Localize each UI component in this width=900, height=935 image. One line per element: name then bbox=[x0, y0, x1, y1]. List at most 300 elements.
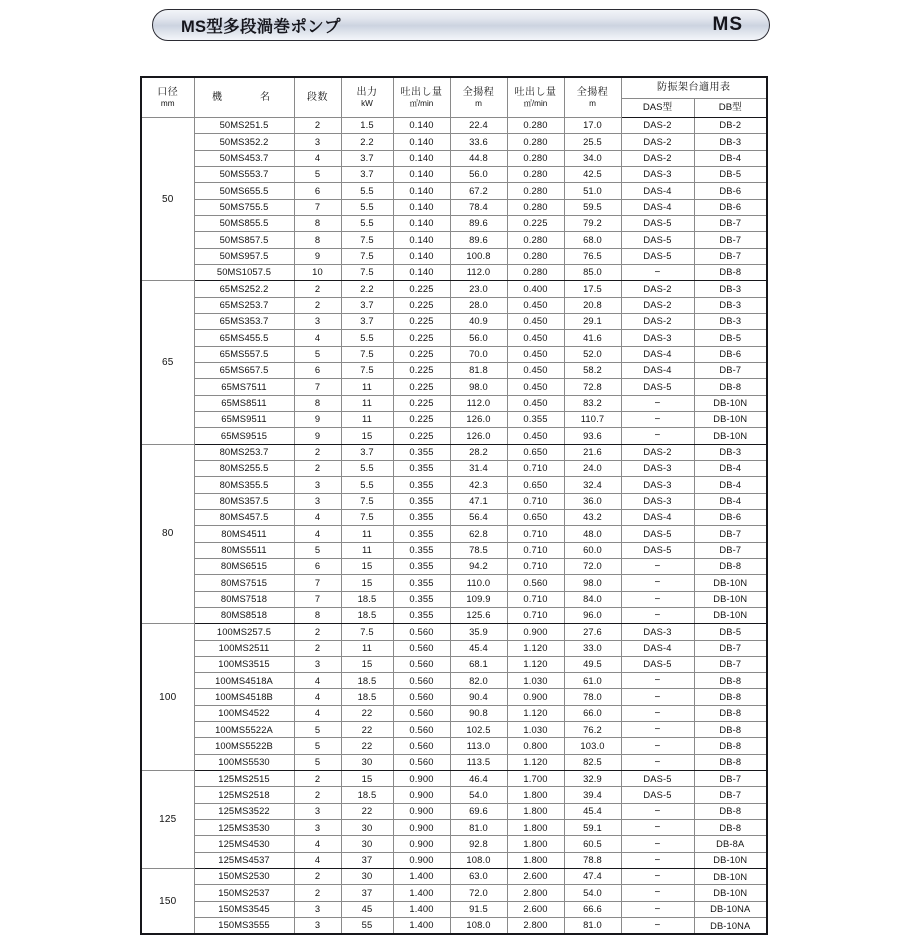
stages-cell: 3 bbox=[294, 820, 341, 836]
flow-rate-1-cell: 0.355 bbox=[393, 607, 450, 623]
stages-cell: 5 bbox=[294, 754, 341, 770]
das-mount-cell: DAS-5 bbox=[621, 787, 694, 803]
model-cell: 50MS352.2 bbox=[194, 134, 294, 150]
power-cell: 18.5 bbox=[341, 591, 393, 607]
das-mount-cell bbox=[621, 428, 694, 444]
db-mount-cell: DB-10N bbox=[694, 575, 767, 591]
flow-rate-2-cell: 0.280 bbox=[507, 118, 564, 134]
total-head-2-cell: 103.0 bbox=[564, 738, 621, 754]
model-cell: 65MS455.5 bbox=[194, 330, 294, 346]
db-mount-cell: DB-7 bbox=[694, 771, 767, 787]
not-applicable-dash: − bbox=[654, 267, 661, 279]
model-cell: 50MS453.7 bbox=[194, 150, 294, 166]
product-title-bar bbox=[152, 9, 770, 41]
total-head-1-cell: 33.6 bbox=[450, 134, 507, 150]
flow-rate-1-cell: 0.560 bbox=[393, 754, 450, 770]
flow-rate-1-cell: 0.140 bbox=[393, 183, 450, 199]
power-cell: 37 bbox=[341, 852, 393, 868]
total-head-1-cell: 45.4 bbox=[450, 640, 507, 656]
das-mount-cell: DAS-2 bbox=[621, 444, 694, 460]
table-row bbox=[141, 509, 767, 525]
header-power-label: 出力 bbox=[356, 87, 378, 99]
table-row bbox=[141, 656, 767, 672]
flow-rate-1-cell: 0.225 bbox=[393, 428, 450, 444]
db-mount-cell: DB-8 bbox=[694, 379, 767, 395]
das-mount-cell: DAS-5 bbox=[621, 232, 694, 248]
flow-rate-2-cell: 0.650 bbox=[507, 477, 564, 493]
power-cell: 5.5 bbox=[341, 199, 393, 215]
power-cell: 11 bbox=[341, 395, 393, 411]
total-head-2-cell: 60.0 bbox=[564, 542, 621, 558]
table-body bbox=[141, 118, 767, 935]
stages-cell: 6 bbox=[294, 558, 341, 574]
flow-rate-2-cell: 0.280 bbox=[507, 248, 564, 264]
db-mount-cell: DB-10N bbox=[694, 885, 767, 901]
flow-rate-1-cell: 0.355 bbox=[393, 558, 450, 574]
power-cell: 3.7 bbox=[341, 313, 393, 329]
flow-rate-1-cell: 0.900 bbox=[393, 771, 450, 787]
total-head-1-cell: 63.0 bbox=[450, 869, 507, 885]
flow-rate-2-cell: 0.355 bbox=[507, 411, 564, 427]
das-mount-cell: DAS-2 bbox=[621, 281, 694, 297]
das-mount-cell bbox=[621, 852, 694, 868]
total-head-1-cell: 72.0 bbox=[450, 885, 507, 901]
flow-rate-2-cell: 1.800 bbox=[507, 787, 564, 803]
total-head-2-cell: 25.5 bbox=[564, 134, 621, 150]
db-mount-cell: DB-7 bbox=[694, 232, 767, 248]
header-db: DB型 bbox=[694, 99, 767, 118]
total-head-1-cell: 62.8 bbox=[450, 526, 507, 542]
stages-cell: 3 bbox=[294, 493, 341, 509]
not-applicable-dash: − bbox=[654, 887, 661, 899]
total-head-1-cell: 98.0 bbox=[450, 379, 507, 395]
total-head-1-cell: 92.8 bbox=[450, 836, 507, 852]
stages-cell: 2 bbox=[294, 460, 341, 476]
flow-rate-2-cell: 1.800 bbox=[507, 803, 564, 819]
table-row bbox=[141, 771, 767, 787]
model-cell: 80MS7515 bbox=[194, 575, 294, 591]
total-head-1-cell: 91.5 bbox=[450, 901, 507, 917]
flow-rate-2-cell: 0.710 bbox=[507, 558, 564, 574]
stages-cell: 4 bbox=[294, 526, 341, 542]
model-cell: 100MS4522 bbox=[194, 705, 294, 721]
flow-rate-1-cell: 0.560 bbox=[393, 624, 450, 640]
table-row bbox=[141, 118, 767, 134]
total-head-2-cell: 39.4 bbox=[564, 787, 621, 803]
das-mount-cell: DAS-2 bbox=[621, 150, 694, 166]
das-mount-cell: DAS-5 bbox=[621, 542, 694, 558]
stages-cell: 3 bbox=[294, 656, 341, 672]
total-head-2-cell: 32.4 bbox=[564, 477, 621, 493]
stages-cell: 4 bbox=[294, 330, 341, 346]
not-applicable-dash: − bbox=[654, 756, 661, 768]
das-mount-cell bbox=[621, 918, 694, 935]
model-cell: 80MS5511 bbox=[194, 542, 294, 558]
header-head-2-unit: m bbox=[589, 98, 596, 108]
power-cell: 7.5 bbox=[341, 493, 393, 509]
total-head-2-cell: 54.0 bbox=[564, 885, 621, 901]
db-mount-cell: DB-4 bbox=[694, 460, 767, 476]
model-cell: 125MS4530 bbox=[194, 836, 294, 852]
flow-rate-1-cell: 0.355 bbox=[393, 477, 450, 493]
stages-cell: 7 bbox=[294, 591, 341, 607]
total-head-1-cell: 112.0 bbox=[450, 395, 507, 411]
table-row bbox=[141, 183, 767, 199]
total-head-2-cell: 43.2 bbox=[564, 509, 621, 525]
power-cell: 45 bbox=[341, 901, 393, 917]
total-head-2-cell: 83.2 bbox=[564, 395, 621, 411]
db-mount-cell: DB-3 bbox=[694, 313, 767, 329]
stages-cell: 2 bbox=[294, 281, 341, 297]
flow-rate-1-cell: 0.355 bbox=[393, 493, 450, 509]
total-head-2-cell: 61.0 bbox=[564, 673, 621, 689]
db-mount-cell: DB-8 bbox=[694, 754, 767, 770]
total-head-2-cell: 34.0 bbox=[564, 150, 621, 166]
model-cell: 125MS4537 bbox=[194, 852, 294, 868]
stages-cell: 8 bbox=[294, 232, 341, 248]
header-head-1-label: 全揚程 bbox=[462, 87, 495, 99]
stages-cell: 2 bbox=[294, 640, 341, 656]
power-cell: 11 bbox=[341, 379, 393, 395]
bore-size-cell: 100 bbox=[141, 624, 194, 771]
total-head-2-cell: 17.0 bbox=[564, 118, 621, 134]
db-mount-cell: DB-10NA bbox=[694, 918, 767, 935]
total-head-1-cell: 31.4 bbox=[450, 460, 507, 476]
db-mount-cell: DB-4 bbox=[694, 150, 767, 166]
das-mount-cell bbox=[621, 607, 694, 623]
header-flow-2-unit: ㎥/min bbox=[523, 98, 548, 108]
das-mount-cell: DAS-4 bbox=[621, 183, 694, 199]
stages-cell: 3 bbox=[294, 313, 341, 329]
model-cell: 50MS957.5 bbox=[194, 248, 294, 264]
flow-rate-2-cell: 0.450 bbox=[507, 428, 564, 444]
model-cell: 150MS2530 bbox=[194, 869, 294, 885]
power-cell: 18.5 bbox=[341, 787, 393, 803]
table-row bbox=[141, 901, 767, 917]
stages-cell: 5 bbox=[294, 166, 341, 182]
total-head-1-cell: 67.2 bbox=[450, 183, 507, 199]
stages-cell: 8 bbox=[294, 215, 341, 231]
table-row bbox=[141, 869, 767, 885]
flow-rate-2-cell: 0.900 bbox=[507, 624, 564, 640]
table-row bbox=[141, 330, 767, 346]
total-head-1-cell: 109.9 bbox=[450, 591, 507, 607]
das-mount-cell: DAS-3 bbox=[621, 166, 694, 182]
flow-rate-2-cell: 0.710 bbox=[507, 460, 564, 476]
header-flow-1-unit: ㎥/min bbox=[409, 98, 434, 108]
das-mount-cell: DAS-4 bbox=[621, 346, 694, 362]
model-cell: 65MS9515 bbox=[194, 428, 294, 444]
power-cell: 30 bbox=[341, 754, 393, 770]
flow-rate-2-cell: 0.225 bbox=[507, 215, 564, 231]
stages-cell: 10 bbox=[294, 264, 341, 280]
power-cell: 15 bbox=[341, 428, 393, 444]
flow-rate-1-cell: 0.560 bbox=[393, 656, 450, 672]
power-cell: 7.5 bbox=[341, 248, 393, 264]
table-row bbox=[141, 215, 767, 231]
not-applicable-dash: − bbox=[654, 707, 661, 719]
das-mount-cell: DAS-4 bbox=[621, 640, 694, 656]
total-head-1-cell: 112.0 bbox=[450, 264, 507, 280]
flow-rate-2-cell: 1.120 bbox=[507, 754, 564, 770]
table-row bbox=[141, 836, 767, 852]
model-cell: 150MS2537 bbox=[194, 885, 294, 901]
total-head-2-cell: 93.6 bbox=[564, 428, 621, 444]
total-head-1-cell: 56.4 bbox=[450, 509, 507, 525]
power-cell: 2.2 bbox=[341, 281, 393, 297]
total-head-2-cell: 78.8 bbox=[564, 852, 621, 868]
flow-rate-1-cell: 1.400 bbox=[393, 901, 450, 917]
model-cell: 80MS253.7 bbox=[194, 444, 294, 460]
total-head-2-cell: 59.5 bbox=[564, 199, 621, 215]
header-bore bbox=[141, 77, 194, 118]
power-cell: 15 bbox=[341, 771, 393, 787]
flow-rate-2-cell: 1.700 bbox=[507, 771, 564, 787]
bore-size-cell: 50 bbox=[141, 118, 194, 281]
total-head-1-cell: 42.3 bbox=[450, 477, 507, 493]
header-head-1-unit: m bbox=[475, 98, 482, 108]
table-row bbox=[141, 248, 767, 264]
header-head-1 bbox=[450, 77, 507, 118]
total-head-1-cell: 90.8 bbox=[450, 705, 507, 721]
model-cell: 65MS7511 bbox=[194, 379, 294, 395]
flow-rate-1-cell: 0.140 bbox=[393, 199, 450, 215]
flow-rate-2-cell: 0.450 bbox=[507, 346, 564, 362]
db-mount-cell: DB-5 bbox=[694, 330, 767, 346]
total-head-1-cell: 78.5 bbox=[450, 542, 507, 558]
model-cell: 100MS5522B bbox=[194, 738, 294, 754]
stages-cell: 3 bbox=[294, 901, 341, 917]
flow-rate-2-cell: 0.710 bbox=[507, 542, 564, 558]
table-row bbox=[141, 444, 767, 460]
not-applicable-dash: − bbox=[654, 691, 661, 703]
total-head-2-cell: 110.7 bbox=[564, 411, 621, 427]
das-mount-cell bbox=[621, 754, 694, 770]
flow-rate-1-cell: 0.225 bbox=[393, 281, 450, 297]
flow-rate-1-cell: 0.225 bbox=[393, 297, 450, 313]
flow-rate-1-cell: 0.560 bbox=[393, 722, 450, 738]
header-model: 機 名 bbox=[194, 77, 294, 118]
flow-rate-2-cell: 0.800 bbox=[507, 738, 564, 754]
series-badge: MS bbox=[712, 14, 743, 35]
table-row bbox=[141, 150, 767, 166]
table-row bbox=[141, 754, 767, 770]
header-row-main bbox=[141, 77, 767, 99]
table-row bbox=[141, 607, 767, 623]
flow-rate-1-cell: 0.225 bbox=[393, 313, 450, 329]
power-cell: 30 bbox=[341, 869, 393, 885]
total-head-1-cell: 47.1 bbox=[450, 493, 507, 509]
bore-size-cell: 150 bbox=[141, 869, 194, 935]
db-mount-cell: DB-7 bbox=[694, 656, 767, 672]
flow-rate-2-cell: 0.450 bbox=[507, 379, 564, 395]
not-applicable-dash: − bbox=[654, 920, 661, 932]
das-mount-cell: DAS-5 bbox=[621, 656, 694, 672]
not-applicable-dash: − bbox=[654, 430, 661, 442]
db-mount-cell: DB-8 bbox=[694, 264, 767, 280]
table-row bbox=[141, 918, 767, 935]
flow-rate-1-cell: 0.140 bbox=[393, 150, 450, 166]
table-row bbox=[141, 346, 767, 362]
not-applicable-dash: − bbox=[654, 593, 661, 605]
total-head-1-cell: 113.5 bbox=[450, 754, 507, 770]
das-mount-cell bbox=[621, 869, 694, 885]
model-cell: 100MS257.5 bbox=[194, 624, 294, 640]
total-head-1-cell: 56.0 bbox=[450, 330, 507, 346]
db-mount-cell: DB-10N bbox=[694, 395, 767, 411]
db-mount-cell: DB-8 bbox=[694, 738, 767, 754]
not-applicable-dash: − bbox=[654, 903, 661, 915]
das-mount-cell: DAS-2 bbox=[621, 297, 694, 313]
not-applicable-dash: − bbox=[654, 577, 661, 589]
flow-rate-1-cell: 1.400 bbox=[393, 918, 450, 935]
total-head-2-cell: 33.0 bbox=[564, 640, 621, 656]
total-head-2-cell: 59.1 bbox=[564, 820, 621, 836]
flow-rate-1-cell: 0.560 bbox=[393, 738, 450, 754]
db-mount-cell: DB-7 bbox=[694, 787, 767, 803]
flow-rate-2-cell: 1.800 bbox=[507, 852, 564, 868]
flow-rate-2-cell: 0.280 bbox=[507, 150, 564, 166]
header-stages: 段数 bbox=[294, 77, 341, 118]
table-row bbox=[141, 738, 767, 754]
total-head-2-cell: 66.0 bbox=[564, 705, 621, 721]
stages-cell: 9 bbox=[294, 248, 341, 264]
total-head-2-cell: 24.0 bbox=[564, 460, 621, 476]
stages-cell: 2 bbox=[294, 771, 341, 787]
db-mount-cell: DB-3 bbox=[694, 281, 767, 297]
total-head-2-cell: 72.8 bbox=[564, 379, 621, 395]
header-flow-2 bbox=[507, 77, 564, 118]
stages-cell: 9 bbox=[294, 428, 341, 444]
db-mount-cell: DB-6 bbox=[694, 199, 767, 215]
total-head-1-cell: 82.0 bbox=[450, 673, 507, 689]
das-mount-cell bbox=[621, 738, 694, 754]
table-row bbox=[141, 232, 767, 248]
power-cell: 30 bbox=[341, 836, 393, 852]
page-title: MS型多段渦巻ポンプ bbox=[181, 18, 341, 36]
model-cell: 65MS8511 bbox=[194, 395, 294, 411]
total-head-1-cell: 28.2 bbox=[450, 444, 507, 460]
power-cell: 22 bbox=[341, 803, 393, 819]
total-head-1-cell: 89.6 bbox=[450, 215, 507, 231]
power-cell: 5.5 bbox=[341, 330, 393, 346]
header-power-unit: kW bbox=[361, 98, 373, 108]
flow-rate-1-cell: 0.140 bbox=[393, 232, 450, 248]
table-row bbox=[141, 575, 767, 591]
model-cell: 50MS553.7 bbox=[194, 166, 294, 182]
flow-rate-2-cell: 0.650 bbox=[507, 444, 564, 460]
das-mount-cell bbox=[621, 803, 694, 819]
db-mount-cell: DB-3 bbox=[694, 444, 767, 460]
header-flow-1-label: 吐出し量 bbox=[400, 87, 443, 99]
db-mount-cell: DB-8 bbox=[694, 722, 767, 738]
model-cell: 80MS6515 bbox=[194, 558, 294, 574]
total-head-2-cell: 17.5 bbox=[564, 281, 621, 297]
stages-cell: 2 bbox=[294, 624, 341, 640]
flow-rate-1-cell: 0.140 bbox=[393, 118, 450, 134]
table-row bbox=[141, 134, 767, 150]
table-row bbox=[141, 820, 767, 836]
power-cell: 11 bbox=[341, 526, 393, 542]
model-cell: 50MS1057.5 bbox=[194, 264, 294, 280]
not-applicable-dash: − bbox=[654, 675, 661, 687]
total-head-1-cell: 22.4 bbox=[450, 118, 507, 134]
flow-rate-1-cell: 0.355 bbox=[393, 526, 450, 542]
model-cell: 125MS3522 bbox=[194, 803, 294, 819]
model-cell: 125MS2515 bbox=[194, 771, 294, 787]
flow-rate-2-cell: 1.120 bbox=[507, 656, 564, 672]
stages-cell: 2 bbox=[294, 118, 341, 134]
table-row bbox=[141, 722, 767, 738]
total-head-1-cell: 23.0 bbox=[450, 281, 507, 297]
total-head-2-cell: 52.0 bbox=[564, 346, 621, 362]
table-row bbox=[141, 591, 767, 607]
db-mount-cell: DB-3 bbox=[694, 297, 767, 313]
table-row bbox=[141, 803, 767, 819]
das-mount-cell: DAS-5 bbox=[621, 526, 694, 542]
model-cell: 80MS457.5 bbox=[194, 509, 294, 525]
flow-rate-2-cell: 0.280 bbox=[507, 199, 564, 215]
power-cell: 15 bbox=[341, 558, 393, 574]
power-cell: 7.5 bbox=[341, 232, 393, 248]
db-mount-cell: DB-10N bbox=[694, 428, 767, 444]
model-cell: 65MS353.7 bbox=[194, 313, 294, 329]
table-row bbox=[141, 477, 767, 493]
flow-rate-1-cell: 0.355 bbox=[393, 575, 450, 591]
power-cell: 3.7 bbox=[341, 444, 393, 460]
das-mount-cell bbox=[621, 705, 694, 721]
total-head-2-cell: 68.0 bbox=[564, 232, 621, 248]
total-head-2-cell: 85.0 bbox=[564, 264, 621, 280]
das-mount-cell bbox=[621, 689, 694, 705]
db-mount-cell: DB-7 bbox=[694, 215, 767, 231]
power-cell: 3.7 bbox=[341, 150, 393, 166]
table-row bbox=[141, 395, 767, 411]
power-cell: 2.2 bbox=[341, 134, 393, 150]
model-cell: 100MS4518B bbox=[194, 689, 294, 705]
flow-rate-2-cell: 0.710 bbox=[507, 607, 564, 623]
total-head-2-cell: 45.4 bbox=[564, 803, 621, 819]
das-mount-cell bbox=[621, 820, 694, 836]
model-cell: 50MS755.5 bbox=[194, 199, 294, 215]
table-row bbox=[141, 199, 767, 215]
flow-rate-2-cell: 0.280 bbox=[507, 134, 564, 150]
db-mount-cell: DB-8 bbox=[694, 689, 767, 705]
flow-rate-2-cell: 0.450 bbox=[507, 313, 564, 329]
db-mount-cell: DB-7 bbox=[694, 542, 767, 558]
flow-rate-1-cell: 0.900 bbox=[393, 803, 450, 819]
das-mount-cell bbox=[621, 558, 694, 574]
total-head-2-cell: 96.0 bbox=[564, 607, 621, 623]
stages-cell: 8 bbox=[294, 395, 341, 411]
das-mount-cell bbox=[621, 591, 694, 607]
stages-cell: 8 bbox=[294, 607, 341, 623]
flow-rate-1-cell: 0.355 bbox=[393, 591, 450, 607]
power-cell: 22 bbox=[341, 722, 393, 738]
stages-cell: 2 bbox=[294, 787, 341, 803]
total-head-2-cell: 48.0 bbox=[564, 526, 621, 542]
total-head-1-cell: 28.0 bbox=[450, 297, 507, 313]
power-cell: 22 bbox=[341, 738, 393, 754]
total-head-1-cell: 44.8 bbox=[450, 150, 507, 166]
not-applicable-dash: − bbox=[654, 871, 661, 883]
table-row bbox=[141, 885, 767, 901]
stages-cell: 6 bbox=[294, 362, 341, 378]
stages-cell: 5 bbox=[294, 722, 341, 738]
stages-cell: 4 bbox=[294, 705, 341, 721]
flow-rate-2-cell: 1.030 bbox=[507, 722, 564, 738]
not-applicable-dash: − bbox=[654, 560, 661, 572]
